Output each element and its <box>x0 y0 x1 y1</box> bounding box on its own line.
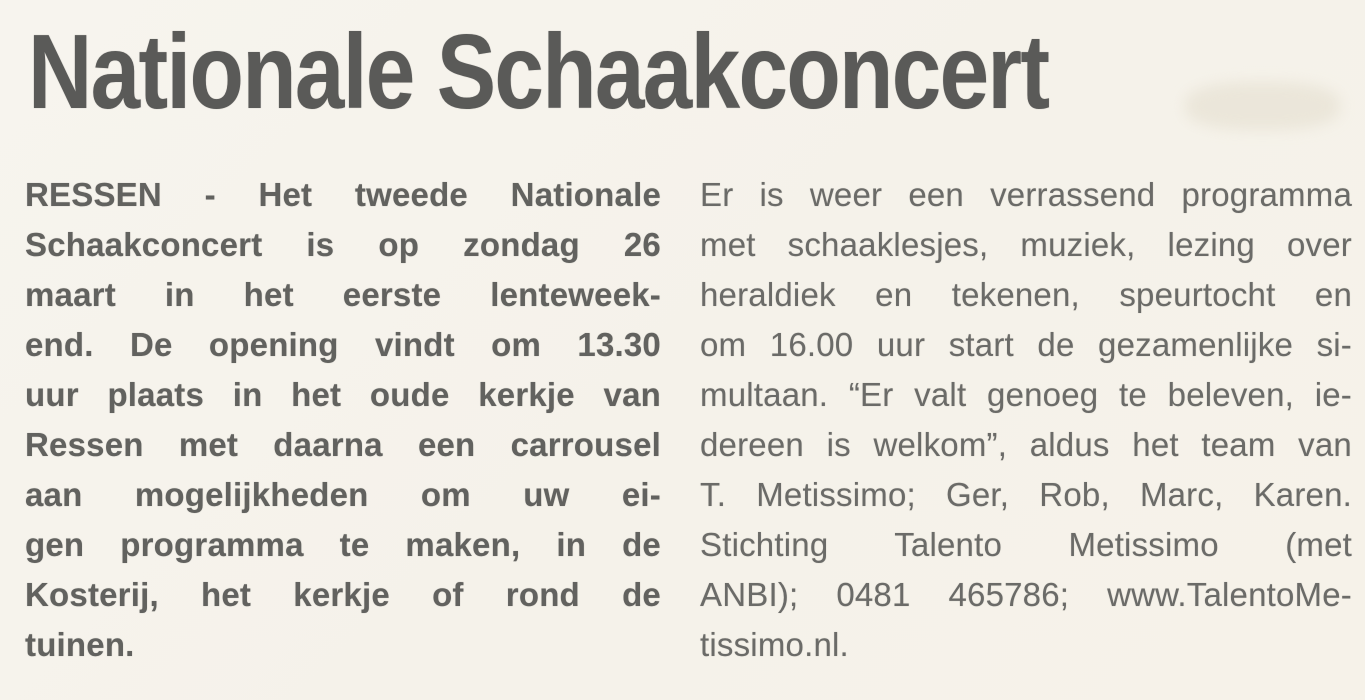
text-line: gen programma te maken, in de <box>25 526 661 563</box>
text-line: Stichting Talento Metissimo (met <box>700 526 1352 563</box>
text-line: Kosterij, het kerkje of rond de <box>25 576 661 613</box>
text-line: aan mogelijkheden om uw ei- <box>25 476 661 513</box>
headline: Nationale Schaakconcert <box>28 13 1049 131</box>
text-line: Schaakconcert is op zondag 26 <box>25 226 661 263</box>
text-line: multaan. “Er valt genoeg te beleven, ie- <box>700 376 1352 413</box>
text-line: met schaaklesjes, muziek, lezing over <box>700 226 1352 263</box>
text-line: tuinen. <box>25 626 135 663</box>
text-line: RESSEN - Het tweede Nationale <box>25 176 661 213</box>
article-column-left <box>25 170 661 670</box>
text-line: T. Metissimo; Ger, Rob, Marc, Karen. <box>700 476 1352 513</box>
text-line: om 16.00 uur start de gezamenlijke si- <box>700 326 1352 363</box>
text-line: dereen is welkom”, aldus het team van <box>700 426 1352 463</box>
text-line: uur plaats in het oude kerkje van <box>25 376 661 413</box>
text-line: ANBI); 0481 465786; www.TalentoMe- <box>700 576 1352 613</box>
article-column-right <box>700 170 1352 670</box>
text-line: end. De opening vindt om 13.30 <box>25 326 661 363</box>
print-bleed-smudge <box>1185 82 1340 130</box>
text-line: tissimo.nl. <box>700 626 849 663</box>
text-line: Ressen met daarna een carrousel <box>25 426 661 463</box>
text-line: heraldiek en tekenen, speurtocht en <box>700 276 1352 313</box>
text-line: maart in het eerste lenteweek- <box>25 276 661 313</box>
text-line: Er is weer een verrassend programma <box>700 176 1352 213</box>
